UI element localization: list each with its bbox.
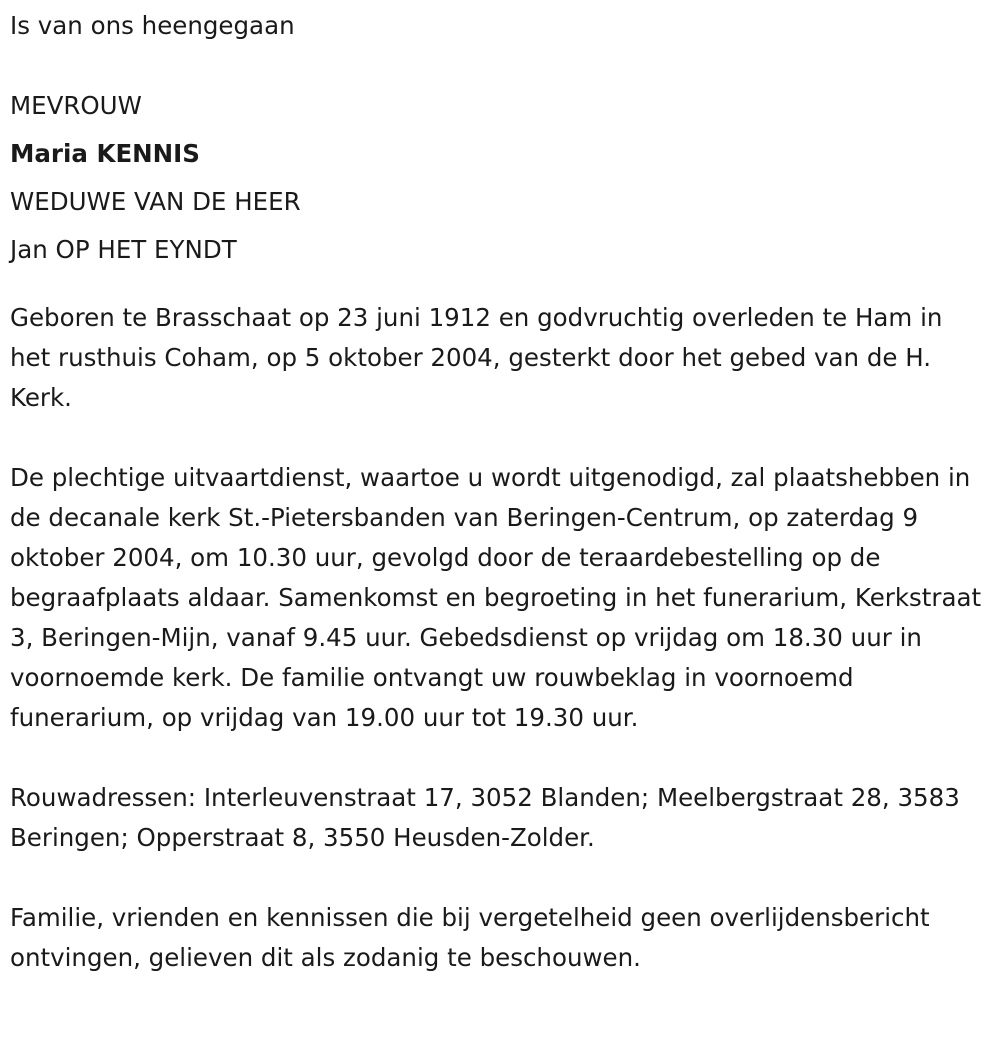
spouse-name: Jan OP HET EYNDT bbox=[10, 235, 237, 264]
spacer bbox=[10, 274, 985, 298]
honorific-title: MEVROUW bbox=[10, 91, 142, 120]
deceased-name: Maria KENNIS bbox=[10, 139, 200, 168]
intro-line: Is van ons heengegaan bbox=[10, 11, 295, 40]
birth-death-paragraph: Geboren te Brasschaat op 23 juni 1912 en godvruchtig overleden te Ham in het rusthuis Coham, op 5 oktober 2004, gesterkt door het gebed van de H. Kerk. bbox=[10, 303, 943, 412]
spacer bbox=[10, 738, 985, 778]
funeral-paragraph: De plechtige uitvaartdienst, waartoe u wordt uitgenodigd, zal plaatshebben in de decanale kerk St.-Pietersbanden van Beringen-Centrum, op zaterdag 9 oktober 2004, om 10.30 uur, gevolgd door de teraardebestelling op de begraafplaats aldaar. Samenkomst en begroeting in het funerarium, Kerkstraat 3, Beringen-Mijn, vanaf 9.45 uur. Gebedsdienst op vrijdag om 18.30 uur in voornoemde kerk. De familie ontvangt uw rouwbeklag in voornoemd funerarium, op vrijdag van 19.00 uur tot 19.30 uur. bbox=[10, 463, 982, 732]
addresses-paragraph: Rouwadressen: Interleuvenstraat 17, 3052 Blanden; Meelbergstraat 28, 3583 Beringen; Opperstraat 8, 3550 Heusden-Zolder. bbox=[10, 783, 960, 852]
spacer bbox=[10, 418, 985, 458]
relation-line: WEDUWE VAN DE HEER bbox=[10, 187, 301, 216]
obituary-document bbox=[10, 0, 985, 978]
spacer bbox=[10, 858, 985, 898]
spacer bbox=[10, 50, 985, 82]
closing-paragraph: Familie, vrienden en kennissen die bij vergetelheid geen overlijdensbericht ontvingen, gelieven dit als zodanig te beschouwen. bbox=[10, 903, 930, 972]
